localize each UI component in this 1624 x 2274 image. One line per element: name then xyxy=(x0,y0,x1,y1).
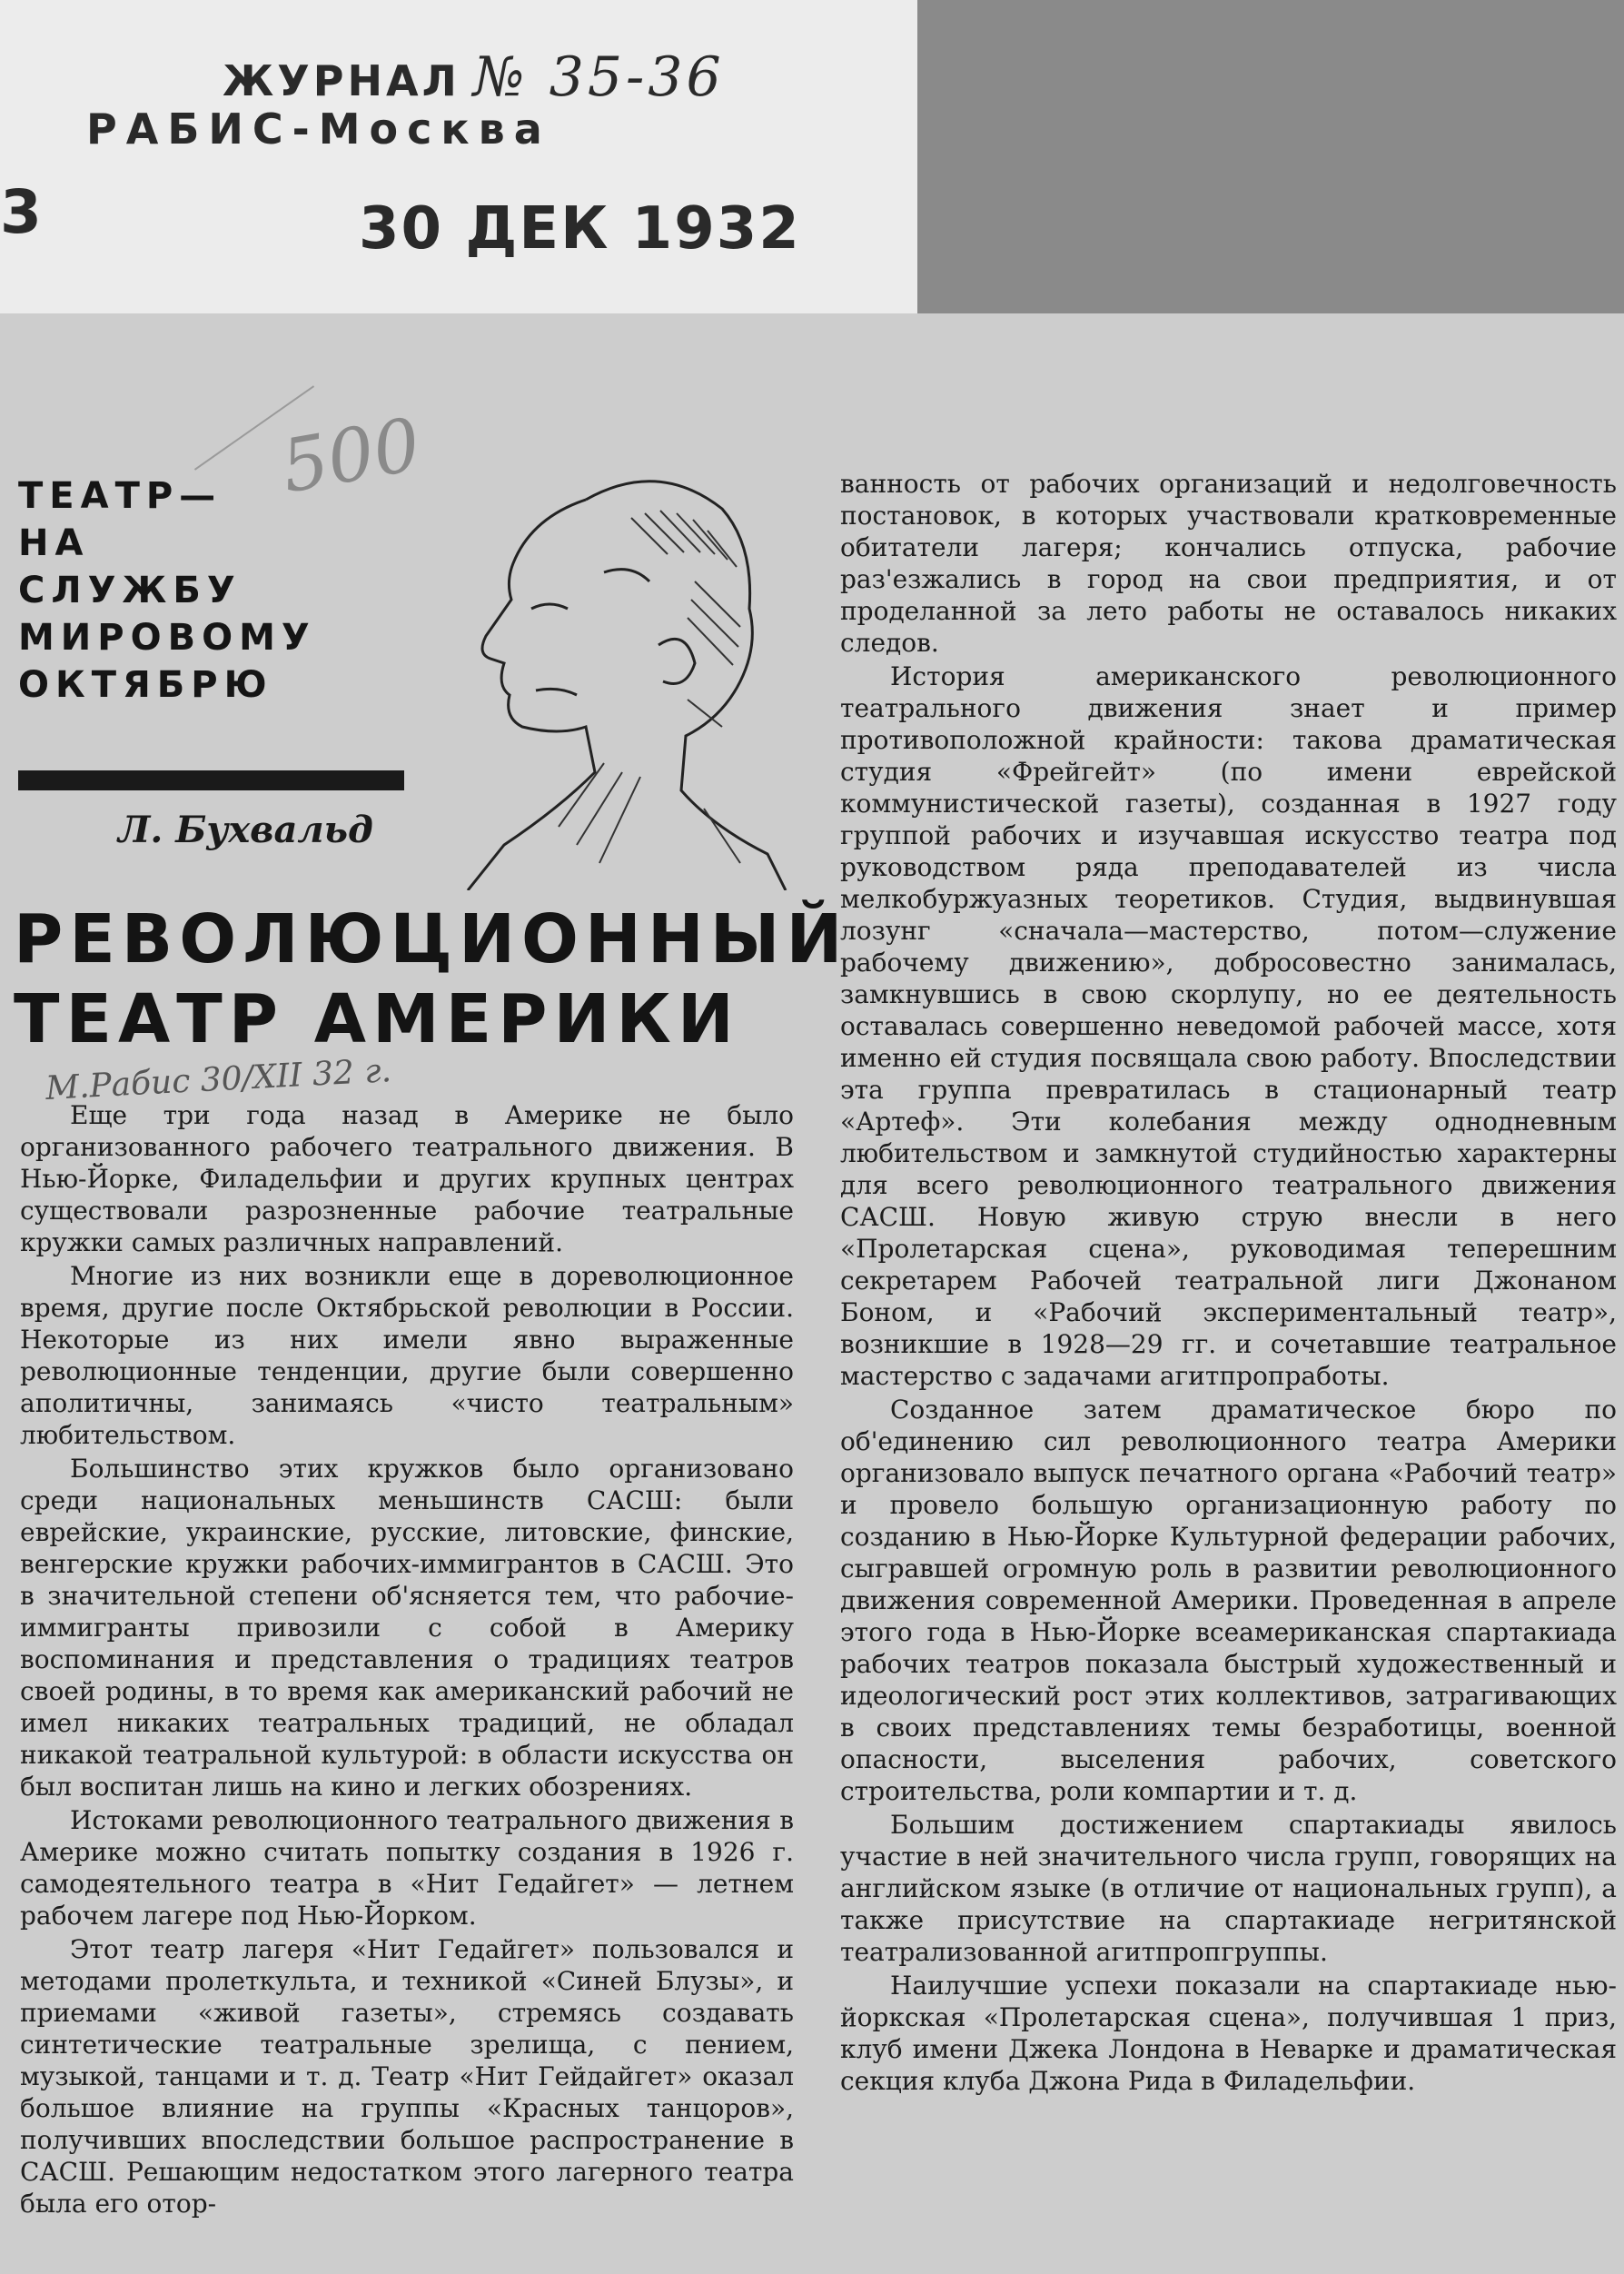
article-paragraph: История американского революционного театрального движения знает и пример противоположной крайности: такова драматическая студия «Фрейгейт» (по имени еврейской коммунистической газеты), созданная в 1927 году группой рабочих и изучавшая искусство театра под руководством ряда преподавателей из числа мелкобуржуазных теоретиков. Студия, выдвинувшая лозунг «сначала—мастерство, потом—служение рабочему движению», добросовестно занималась, замкнувшись в свою скорлупу, но ее деятельность оставалась совершенно неведомой рабочей массе, хотя именно ей студия посвящала свою работу. Впоследствии эта группа превратилась в стационарный театр «Артеф». Эти колебания между однодневным любительством и замкнутой студийностью характерны для всего революционного театрального движения САСШ. Новую живую струю внесли в него «Пролетарская сцена», руководимая теперешним секретарем Рабочей театральной лиги Джонаном Боном, и «Рабочий экспериментальный театр», возникшие в 1928—29 гг. и сочетавшие театральное мастерство с задачами агитпропработы. xyxy=(840,661,1617,1391)
title-line: ТЕАТР АМЕРИКИ xyxy=(14,980,740,1058)
stamp-edge-digit: 3 xyxy=(0,177,42,247)
heading-line: НА xyxy=(18,522,90,564)
issue-number-handwritten: № 35-36 xyxy=(472,45,725,109)
article-column-right xyxy=(840,468,1617,2099)
author-name: Л. Бухвальд xyxy=(118,809,373,851)
handwritten-number: 500 xyxy=(275,402,427,510)
heading-divider xyxy=(18,770,404,790)
article-paragraph: Наилучшие успехи показали на спартакиаде нью-йоркская «Пролетарская сцена», получившая 1 приз, клуб имени Джека Лондона в Неварке и драматическая секция клуба Джона Рида в Филадельфии. xyxy=(840,1971,1617,2096)
portrait-illustration xyxy=(450,463,795,890)
heading-line: МИРОВОМУ xyxy=(18,617,316,659)
handwritten-date: М.Рабис 30/XII 32 г. xyxy=(45,1052,392,1107)
article-paragraph: Этот театр лагеря «Нит Гедайгет» пользовался и методами пролеткульта, и техникой «Синей Блузы», и приемами «живой газеты», стремясь создавать синтетические театральные зрелища, с пением, музыкой, танцами и т. д. Театр «Нит Гейдайгет» оказал большое влияние на группы «Красных танцоров», получивших впоследствии большое распространение в САСШ. Решающим недостатком этого лагерного театра была его отор- xyxy=(20,1934,794,2219)
article-paragraph: ванность от рабочих организаций и недолговечность постановок, в которых участвовали кратковременные обитатели лагеря; кончались отпуска, рабочие раз'езжались в город на свои предприятия, и от проделанной за лето работы не оставалось никаких следов. xyxy=(840,469,1617,658)
heading-line: СЛУЖБУ xyxy=(18,570,242,611)
article-paragraph: Еще три года назад в Америке не было организованного рабочего театрального движения. В Нью-Йорке, Филадельфии и других крупных центрах существовали разрозненные рабочие театральные кружки самых различных направлений. xyxy=(20,1100,794,1257)
section-heading xyxy=(18,472,418,709)
article-title xyxy=(14,899,849,1059)
article-paragraph: Большим достижением спартакиады явилось участие в ней значительного числа групп, говорящих на английском языке (в отличие от национальных групп), а также присутствие на спартакиаде негритянской театрализованной агитпропгруппы. xyxy=(840,1810,1617,1967)
journal-stamp xyxy=(223,45,725,109)
heading-line: ТЕАТР— xyxy=(18,475,223,517)
publisher-stamp: РАБИС-Москва xyxy=(86,104,551,154)
article-column-left xyxy=(20,1099,794,2221)
heading-line: ОКТЯБРЮ xyxy=(18,664,273,706)
journal-label: ЖУРНАЛ xyxy=(223,56,460,105)
dark-background xyxy=(917,0,1624,327)
title-line: РЕВОЛЮЦИОННЫЙ xyxy=(14,900,849,978)
date-stamp: 30 ДЕК 1932 xyxy=(359,195,801,263)
article-paragraph: Истоками революционного театрального движения в Америке можно считать попытку создания в 1926 г. самодеятельного театра в «Нит Гедайгет» — летнем рабочем лагере под Нью-Йорком. xyxy=(20,1805,794,1931)
article-paragraph: Большинство этих кружков было организовано среди национальных меньшинств САСШ: были еврейские, украинские, русские, литовские, финские, венгерские кружки рабочих-иммигрантов в САСШ. Это в значительной степени об'ясняется тем, что рабочие-иммигранты привозили с собой в Америку воспоминания и представления о традициях театров своей родины, в то время как американский рабочий не имел никаких театральных традиций, не обладал никакой театральной культурой: в области искусства он был воспитан лишь на кино и легких обозрениях. xyxy=(20,1454,794,1802)
article-paragraph: Многие из них возникли еще в дореволюционное время, другие после Октябрьской революции в России. Некоторые из них имели явно выраженные революционные тенденции, другие были совершенно аполитичны, занимаясь «чисто театральным» любительством. xyxy=(20,1261,794,1450)
article-paragraph: Созданное затем драматическое бюро по об'единению сил революционного театра Америки организовало выпуск печатного органа «Рабочий театр» и провело большую организационную работу по созданию в Нью-Йорке Культурной федерации рабочих, сыгравшей огромную роль в развитии революционного движения современной Америки. Проведенная в апреле этого года в Нью-Йорке всеамериканская спартакиада рабочих театров показала быстрый художественный и идеологический рост этих коллективов, затрагивающих в своих представлениях темы безработицы, военной опасности, выселения рабочих, советского строительства, роли компартии и т. д. xyxy=(840,1395,1617,1806)
